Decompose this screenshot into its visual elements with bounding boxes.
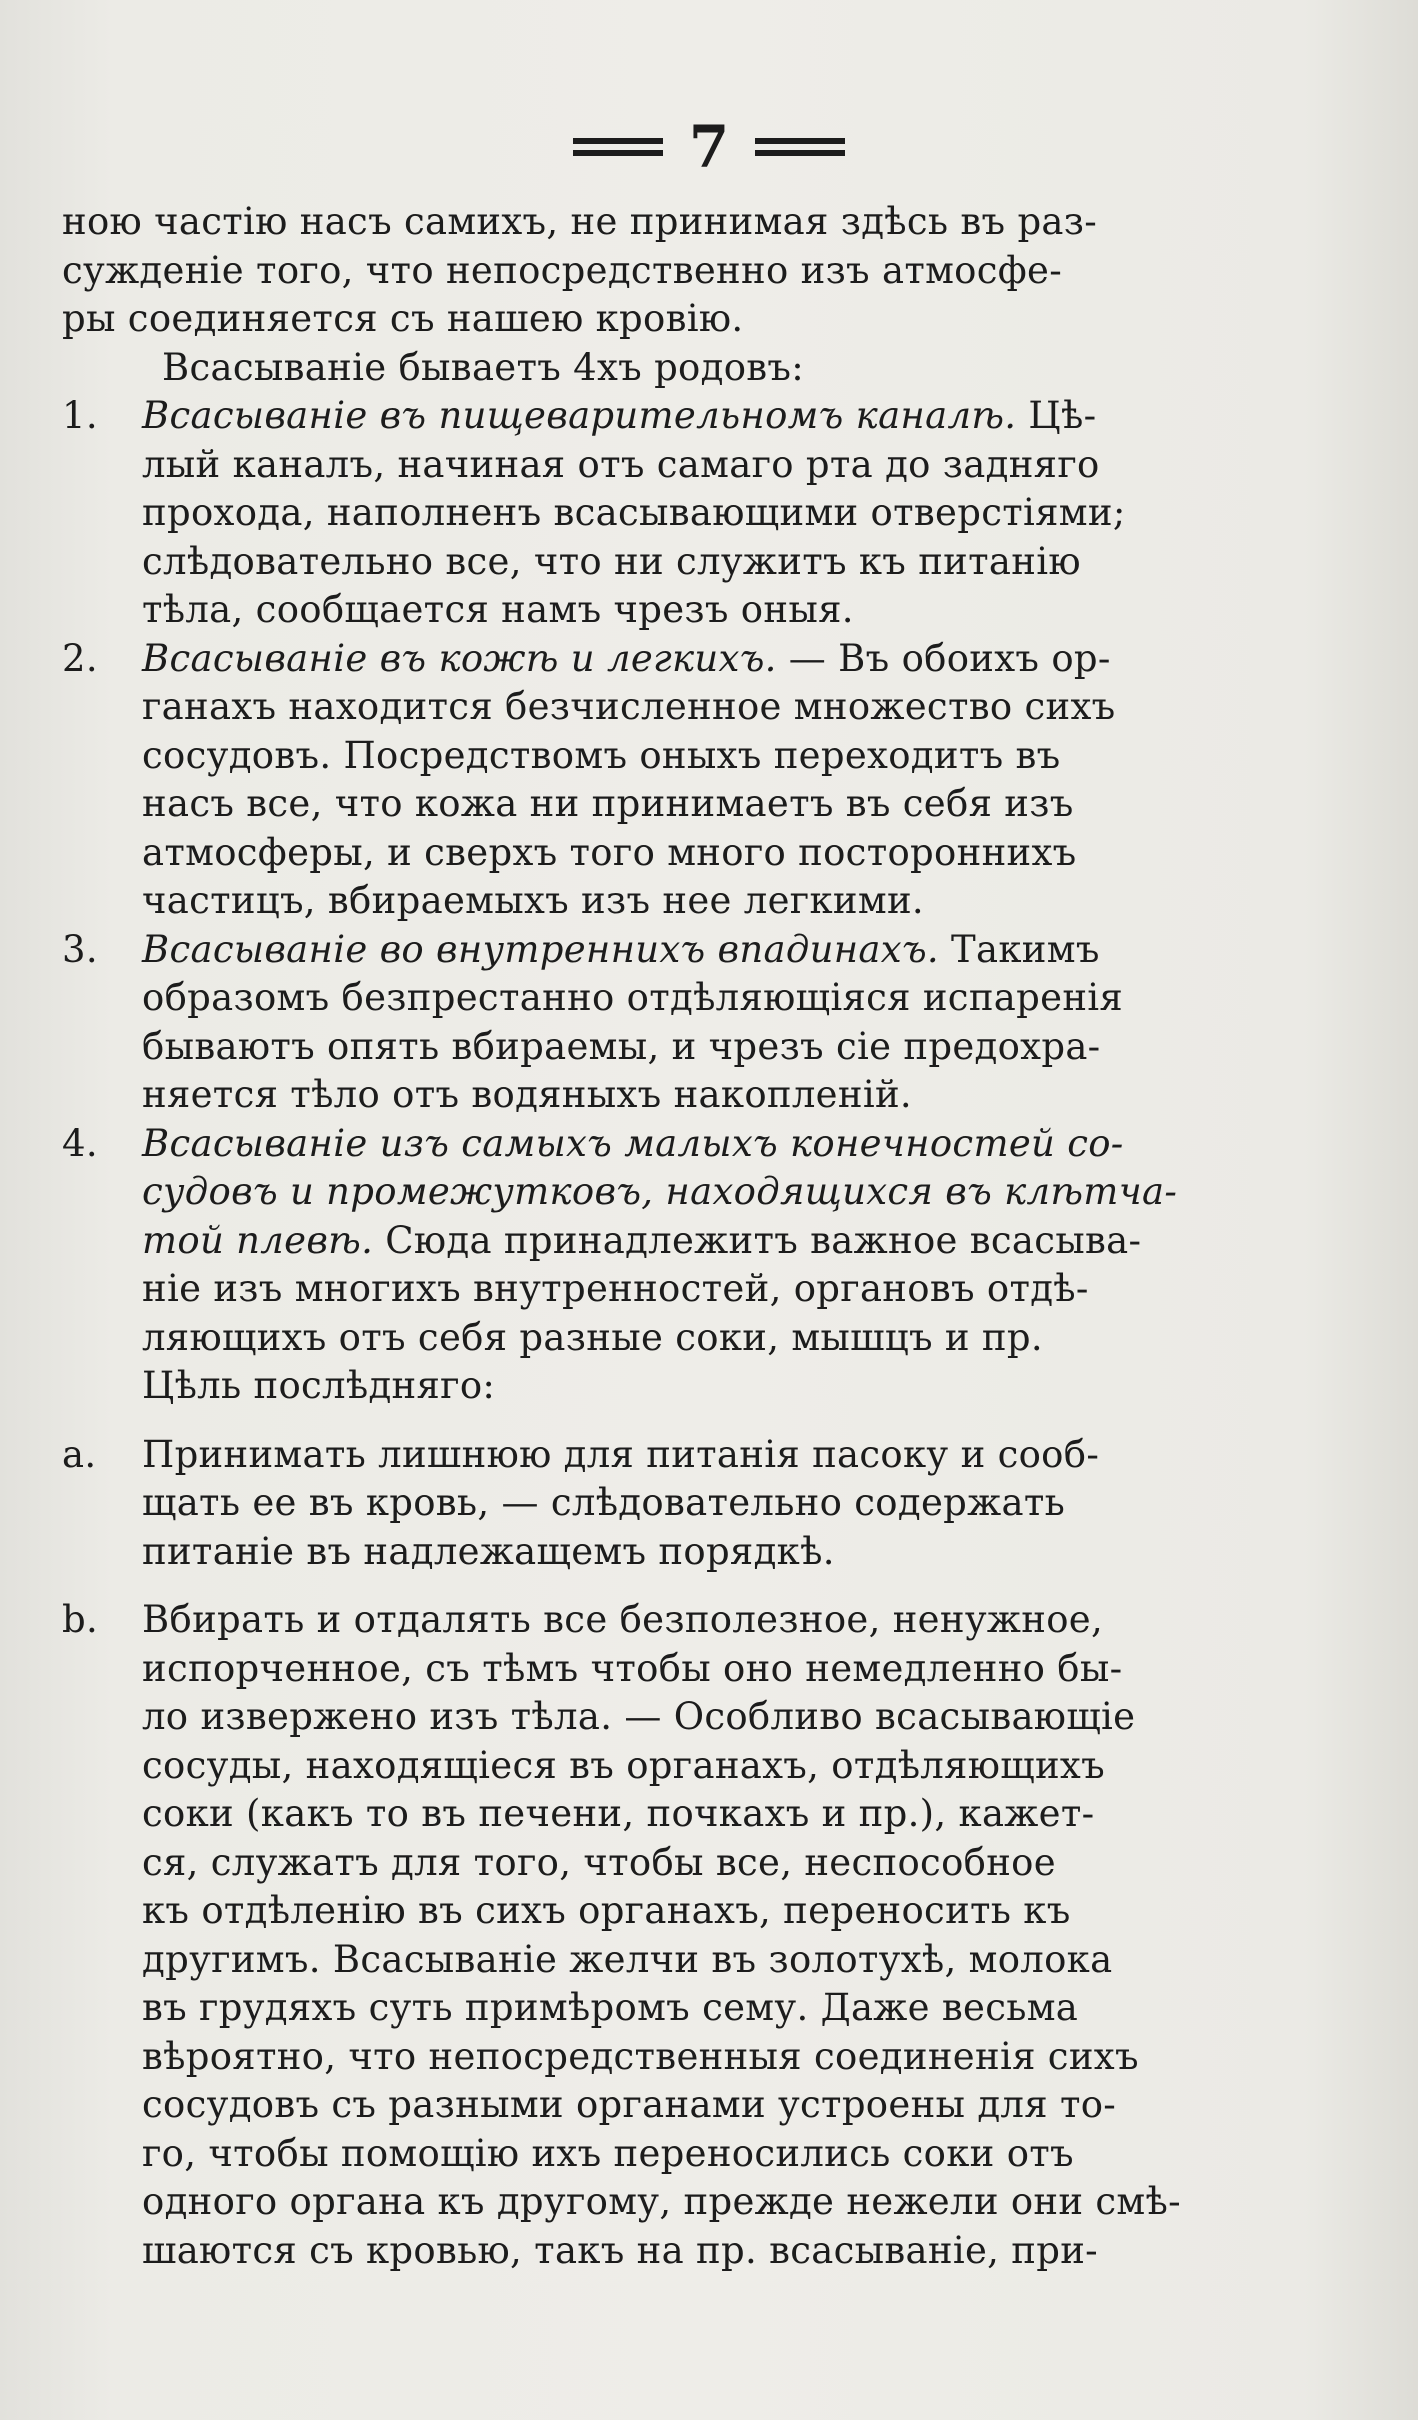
text-line: лый каналъ, начиная отъ самаго рта до задняго <box>142 442 1100 486</box>
page-number: 7 <box>688 113 730 181</box>
item-number: 4. <box>62 1121 98 1165</box>
sub-letter: a. <box>62 1432 97 1476</box>
text-line: ною частію насъ самихъ, не принимая здѣсь въ раз- <box>62 200 1098 243</box>
text-line: одного органа къ другому, прежде нежели они смѣ- <box>142 2180 1181 2223</box>
text-line: насъ все, что кожа ни принимаетъ въ себя изъ <box>142 782 1074 825</box>
item-number: 1. <box>62 394 98 437</box>
text-line: бываютъ опять вбираемы, и чрезъ сіе предохра- <box>142 1024 1101 1068</box>
text-line: слѣдовательно все, что ни служитъ къ питанію <box>142 539 1081 583</box>
text-line: другимъ. Всасываніе желчи въ золотухѣ, молока <box>142 1937 1113 1981</box>
text-line: частицъ, вбираемыхъ изъ нее легкими. <box>142 879 924 922</box>
text-line: тѣла, сообщается намъ чрезъ оныя. <box>142 588 854 631</box>
text-line: атмосферы, и сверхъ того много постороннихъ <box>142 830 1077 874</box>
item-title: Всасываніе въ пищеварительномъ каналѣ. <box>142 394 1017 437</box>
list-item-2: 2. Всасываніе въ кожѣ и легкихъ. — Въ обоихъ ор- <box>62 635 1302 684</box>
list-item-4 <box>62 1120 1302 1169</box>
text-line: соки (какъ то въ печени, почкахъ и пр.), кажет- <box>142 1792 1095 1835</box>
text-line: сосуды, находящіеся въ органахъ, отдѣляющихъ <box>142 1743 1105 1787</box>
text-line: ры соединяется съ нашею кровію. <box>62 297 744 340</box>
list-item-3: 3. Всасываніе во внутреннихъ впадинахъ. Такимъ <box>62 926 1302 975</box>
sub-item-a: a. Принимать лишнюю для питанія пасоку и сооб- <box>62 1431 1302 1480</box>
item-title: Всасываніе во внутреннихъ впадинахъ. <box>142 927 939 971</box>
item-number: 3. <box>62 927 98 971</box>
text-line: прохода, наполненъ всасывающими отверстіями; <box>142 491 1126 534</box>
page-text <box>62 198 1302 2275</box>
item-number: 2. <box>62 636 98 680</box>
text-line: ло извержено изъ тѣла. — Особливо всасывающіе <box>142 1695 1136 1738</box>
list-item-1: 1. Всасываніе въ пищеварительномъ каналѣ. Цѣ- <box>62 392 1302 441</box>
text-line: къ отдѣленію въ сихъ органахъ, переносить къ <box>142 1889 1071 1932</box>
item-title: Всасываніе изъ самыхъ малыхъ конечностей со- <box>142 1121 1124 1165</box>
text-line: сосудовъ съ разными органами устроены для то- <box>142 2083 1117 2126</box>
text-line: ляющихъ отъ себя разные соки, мышцъ и пр. <box>142 1315 1043 1359</box>
text-line: сосудовъ. Посредствомъ оныхъ переходитъ въ <box>142 733 1061 777</box>
text-line: питаніе въ надлежащемъ порядкѣ. <box>142 1529 835 1573</box>
text-line: судовъ и промежутковъ, находящихся въ клѣтча- <box>142 1170 1178 1213</box>
text-line: Цѣль послѣдняго: <box>142 1364 496 1407</box>
intro-line: Всасываніе бываетъ 4хъ родовъ: <box>162 345 805 389</box>
page-header <box>0 113 1418 181</box>
text-line: въ грудяхъ суть примѣромъ сему. Даже весьма <box>142 1986 1079 2029</box>
text-line: ганахъ находится безчисленное множество сихъ <box>142 685 1116 728</box>
text-line: ся, служатъ для того, чтобы все, неспособное <box>142 1840 1056 1884</box>
text-line: щать ее въ кровь, — слѣдовательно содержать <box>142 1481 1066 1524</box>
text-line: ніе изъ многихъ внутренностей, органовъ отдѣ- <box>142 1267 1089 1310</box>
item-title: Всасываніе въ кожѣ и легкихъ. <box>142 636 777 680</box>
text-line: вѣроятно, что непосредственныя соединенія сихъ <box>142 2034 1139 2078</box>
text-line: го, чтобы помощію ихъ переносились соки отъ <box>142 2131 1074 2175</box>
header-rule-right <box>755 138 845 156</box>
header-rule-left <box>573 138 663 156</box>
text-line: шаются съ кровью, такъ на пр. всасываніе, при- <box>142 2228 1098 2272</box>
text-line: сужденіе того, что непосредственно изъ атмосфе- <box>62 248 1063 292</box>
text-line: образомъ безпрестанно отдѣляющіяся испаренія <box>142 976 1124 1019</box>
sub-letter: b. <box>62 1598 99 1641</box>
sub-item-b: b. Вбирать и отдалять все безполезное, ненужное, <box>62 1596 1302 1645</box>
text-line: той плевѣ. Сюда принадлежитъ важное всасыва- <box>142 1218 1142 1262</box>
text-line: испорченное, съ тѣмъ чтобы оно немедленно бы- <box>142 1646 1123 1690</box>
text-line: няется тѣло отъ водяныхъ накопленій. <box>142 1073 912 1116</box>
